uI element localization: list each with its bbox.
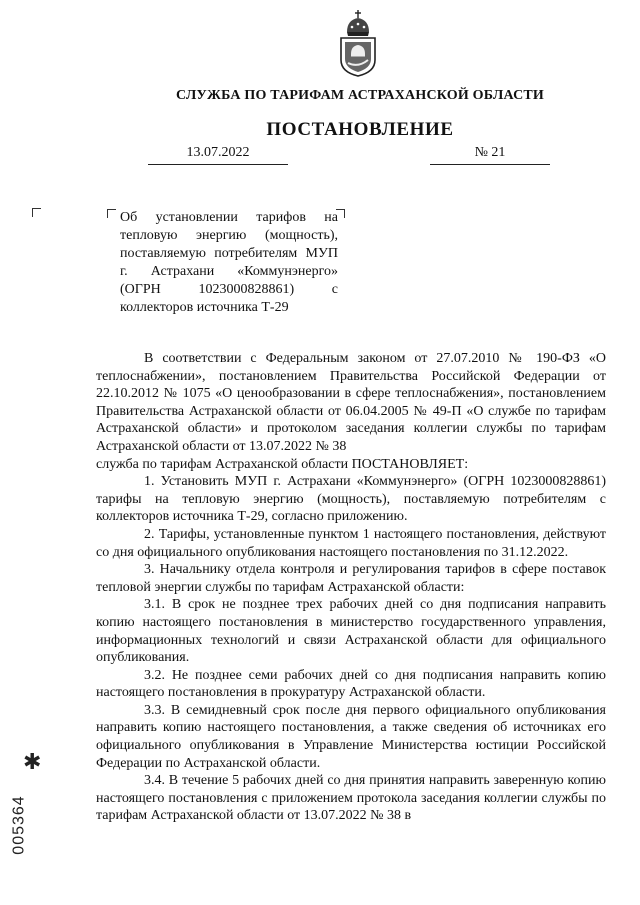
document-body (96, 350, 606, 825)
clause-1: 1. Установить МУП г. Астрахани «Коммунэнерго» (ОГРН 1023000828861) тарифы на тепловую энергию (мощность), поставляемую потребителям с коллекторов источника Т-29, согласно приложению. (96, 474, 606, 525)
margin-asterisk: ✱ (23, 750, 42, 775)
document-type-title: ПОСТАНОВЛЕНИЕ (266, 119, 454, 140)
document-number: № 21 (430, 145, 550, 165)
margin-stamp-code: 005364 (10, 795, 28, 855)
document-subject: Об установлении тарифов на тепловую энергию (мощность), поставляемую потребителям МУП г. Астрахани «Коммунэнерго» (ОГРН 1023000828861) с коллекторов источника Т-29 (120, 210, 338, 315)
clause-3-3: 3.3. В семидневный срок после дня первого официального опубликования направить копию настоящего постановления, а также сведения об источниках его официального опубликования в Управление Министерства юстиции Российской Федерации по Астраханской области. (96, 702, 606, 771)
resolution-line: служба по тарифам Астраханской области ПОСТАНОВЛЯЕТ: (96, 456, 469, 472)
coat-of-arms-icon (335, 8, 381, 78)
margin-stamp (10, 790, 40, 860)
clause-2: 2. Тарифы, установленные пунктом 1 настоящего постановления, действуют со дня официального опубликования настоящего постановления по 31.12.2022. (96, 526, 606, 560)
clause-3: 3. Начальнику отдела контроля и регулирования тарифов в сфере поставок тепловой энергии службы по тарифам Астраханской области: (96, 562, 606, 595)
preamble-paragraph: В соответствии с Федеральным законом от 27.07.2010 № 190-ФЗ «О теплоснабжении», постановлением Правительства Российской Федерации от 22.10.2012 № 1075 «О ценообразовании в сфере теплоснабжения», постановлением Правительства Астраханской области от 06.04.2005 № 49-П «О службе по тарифам Астраханской области» и протоколом заседания коллегии службы по тарифам Астраханской области от 13.07.2022 № 38 (96, 351, 606, 454)
corner-mark-left (32, 208, 41, 217)
clause-3-4: 3.4. В течение 5 рабочих дней со дня принятия направить заверенную копию настоящего постановления с приложением протокола заседания коллегии службы по тарифам Астраханской области от 13.07.2022 № 38 в (96, 773, 606, 824)
clause-3-1: 3.1. В срок не позднее трех рабочих дней со дня подписания направить копию настоящего постановления в министерство государственного управления, информационных технологий и связи Астраханской области для официального опубликования. (96, 597, 606, 666)
document-date: 13.07.2022 (148, 145, 288, 165)
subject-bracket-left (107, 209, 116, 218)
clause-3-2: 3.2. Не позднее семи рабочих дней со дня подписания направить копию настоящего постановления в прокуратуру Астраханской области. (96, 667, 606, 701)
organization-name: СЛУЖБА ПО ТАРИФАМ АСТРАХАНСКОЙ ОБЛАСТИ (175, 88, 545, 103)
